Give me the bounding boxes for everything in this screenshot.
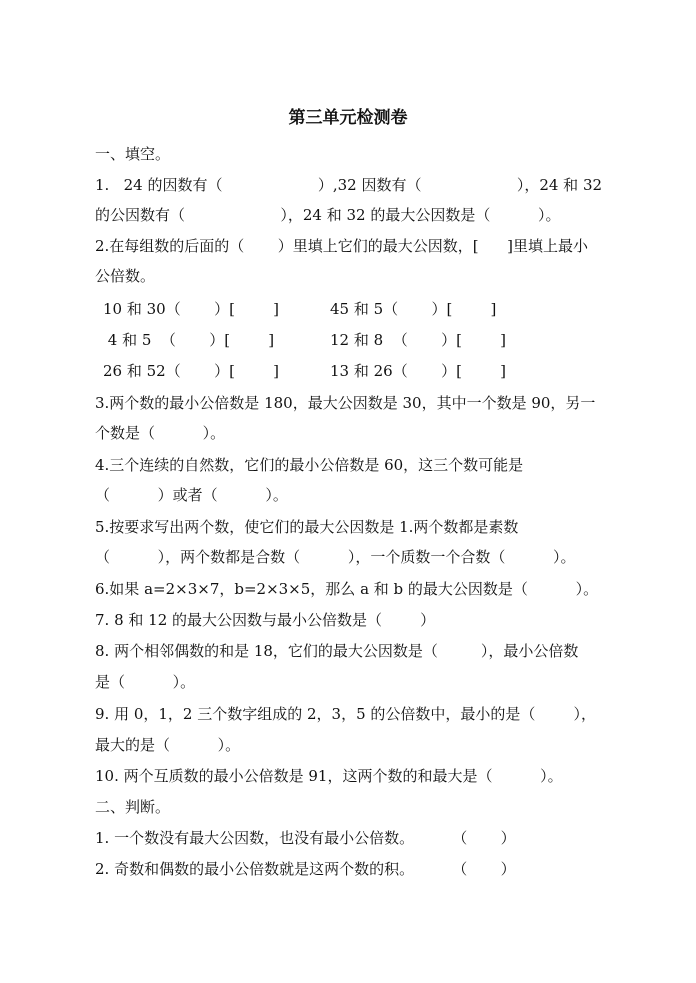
question-9-line-1: 9. 用 0，1，2 三个数字组成的 2，3，5 的公倍数中，最小的是（ ）， bbox=[95, 705, 597, 723]
question-2-row-1-left: 10 和 30（ ）[ ] bbox=[103, 300, 279, 318]
question-5-line-2: （ ），两个数都是合数（ ），一个质数一个合数（ ）。 bbox=[95, 548, 576, 566]
judgment-1: 1. 一个数没有最大公因数，也没有最小公倍数。 （ ） bbox=[95, 829, 516, 847]
question-2-line-2: 公倍数。 bbox=[95, 267, 156, 285]
question-6: 6.如果 a=2×3×7，b=2×3×5，那么 a 和 b 的最大公因数是（ ）。 bbox=[95, 580, 599, 598]
judgment-2: 2. 奇数和偶数的最小公倍数就是这两个数的积。 （ ） bbox=[95, 860, 516, 878]
question-2-row-2-left: 4 和 5 （ ）[ ] bbox=[103, 331, 275, 349]
question-2-row-3-right: 13 和 26（ ）[ ] bbox=[330, 362, 506, 380]
question-3-line-2: 个数是（ ）。 bbox=[95, 424, 226, 442]
section-2-heading: 二、判断。 bbox=[95, 798, 171, 816]
question-9-line-2: 最大的是（ ）。 bbox=[95, 736, 241, 754]
question-2-row-1-right: 45 和 5（ ）[ ] bbox=[330, 300, 497, 318]
question-4-line-1: 4.三个连续的自然数，它们的最小公倍数是 60，这三个数可能是 bbox=[95, 456, 524, 474]
page-title: 第三单元检测卷 bbox=[288, 108, 408, 128]
question-2-line-1: 2.在每组数的后面的（ ）里填上它们的最大公因数，[ ]里填上最小 bbox=[95, 237, 589, 255]
question-5-line-1: 5.按要求写出两个数，使它们的最大公因数是 1.两个数都是素数 bbox=[95, 518, 519, 536]
question-3-line-1: 3.两个数的最小公倍数是 180，最大公因数是 30，其中一个数是 90，另一 bbox=[95, 394, 596, 412]
question-8-line-1: 8. 两个相邻偶数的和是 18，它们的最大公因数是（ ），最小公倍数 bbox=[95, 642, 579, 660]
question-10: 10. 两个互质数的最小公倍数是 91，这两个数的和最大是（ ）。 bbox=[95, 767, 563, 785]
question-1-line-1: 1. 24 的因数有（ ）,32 因数有（ ），24 和 32 bbox=[95, 176, 603, 194]
section-1-heading: 一、填空。 bbox=[95, 145, 171, 163]
question-7: 7. 8 和 12 的最大公因数与最小公倍数是（ ） bbox=[95, 611, 436, 629]
question-8-line-2: 是（ ）。 bbox=[95, 673, 196, 691]
question-2-row-2-right: 12 和 8 （ ）[ ] bbox=[330, 331, 506, 349]
question-2-row-3-left: 26 和 52（ ）[ ] bbox=[103, 362, 279, 380]
question-4-line-2: （ ）或者（ ）。 bbox=[95, 486, 288, 504]
question-1-line-2: 的公因数有（ ），24 和 32 的最大公因数是（ ）。 bbox=[95, 206, 561, 224]
